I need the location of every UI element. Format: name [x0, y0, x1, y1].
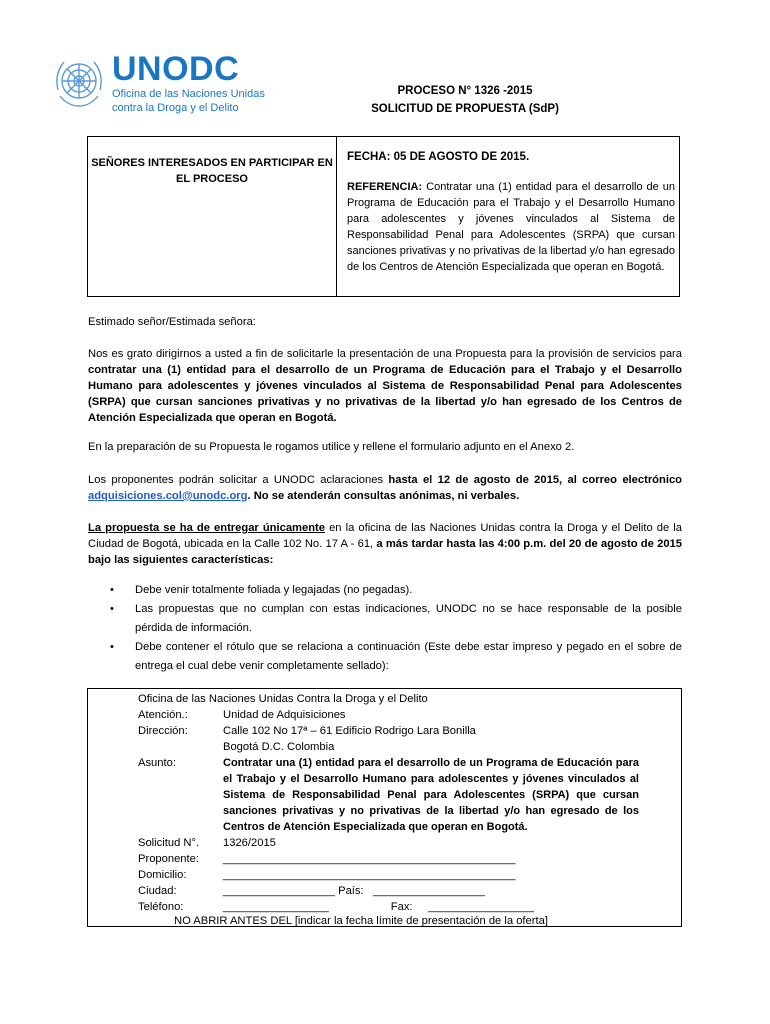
label-proponente: Proponente: _______________________________________________ — [138, 853, 516, 865]
reference-label: REFERENCIA: — [347, 181, 423, 193]
label-ciudad: Ciudad: __________________ País: __________________ — [138, 885, 485, 897]
label-solicitud: Solicitud N°. 1326/2015 — [138, 837, 276, 849]
greeting: Estimado señor/Estimada señora: — [88, 316, 256, 328]
list-item: • Debe contener el rótulo que se relaciona a continuación (Este debe estar impreso y pegado en el sobre de entrega el cual debe venir completamente sellado): — [110, 638, 682, 676]
bullet-icon: • — [110, 584, 114, 596]
delivery-location: en la oficina de las Naciones Unidas contra la Droga y el Delito de la Ciudad de Bogotá, ubicada en la Calle 102 No. 17 A - 61, — [88, 522, 682, 550]
table-divider — [336, 137, 337, 296]
document-title: SOLICITUD DE PROPUESTA (SdP) — [371, 103, 559, 115]
list-item: • Las propuestas que no cumplan con estas indicaciones, UNODC no se hace responsable de la posible pérdida de información. — [110, 600, 682, 638]
process-number: PROCESO N° 1326 -2015 — [397, 85, 533, 97]
email-link[interactable]: adquisiciones.col@unodc.org — [88, 490, 248, 502]
list-item: • Debe venir totalmente foliada y legajadas (no pegadas). — [110, 581, 682, 600]
intro-bold-text: contratar una (1) entidad para el desarrollo de un Programa de Educación para el Trabajo y el Desarrollo Humano para adolescentes y jóvenes vinculados al Sistema de Responsabilidad Penal para Adolescentes (SRPA) que cursan sanciones privativas y no privativas de la libertad y/o han egresado de los Centros de Atención Especializada que operan en Bogotá. — [88, 364, 682, 424]
reference-body: Contratar una (1) entidad para el desarrollo de un Programa de Educación para el Trabajo y el Desarrollo Humano para adolescentes y jóvenes vinculados al Sistema de Responsabilidad Penal para Adolescentes (SRPA) que cursan sanciones privativas y no privativas de la libertad y/o han egresado de los Centros de Atención Especializada que operan en Bogotá. — [347, 181, 675, 273]
label-footer: NO ABRIR ANTES DEL [indicar la fecha límite de presentación de la oferta] — [174, 915, 548, 927]
label-domicilio: Domicilio: _______________________________________________ — [138, 869, 516, 881]
brand-name: UNODC — [112, 50, 240, 88]
bullet-icon: • — [110, 603, 114, 615]
date-reference-cell — [347, 151, 675, 275]
un-emblem-icon — [50, 52, 108, 110]
header-table — [87, 136, 680, 297]
reference-text — [347, 179, 675, 275]
intro-text: Nos es grato dirigirnos a usted a fin de solicitarle la presentación de una Propuesta para la provisión de servicios para — [88, 348, 682, 360]
delivery-deadline: a más tardar hasta las 4:00 p.m. del 20 de agosto de 2015 bajo las siguientes características: — [88, 538, 682, 566]
label-asunto: Asunto: — [138, 757, 176, 769]
requirements-list — [110, 581, 682, 676]
label-asunto-value: Contratar una (1) entidad para el desarrollo de un Programa de Educación para el Trabajo y el Desarrollo Humano para adolescentes y jóvenes vinculados al Sistema de Responsabilidad Penal para Adolescentes (SRPA) que cursan sanciones privativas y no privativas de la libertad y/o han egresado de los Centros de Atención Especializada que operan en Bogotá. — [223, 757, 639, 833]
clarifications-note: . No se atenderán consultas anónimas, ni verbales. — [247, 490, 520, 502]
date-text: FECHA: 05 DE AGOSTO DE 2015. — [347, 151, 530, 163]
label-org: Oficina de las Naciones Unidas Contra la Droga y el Delito — [138, 693, 428, 705]
addressee-line2: EL PROCESO — [176, 173, 248, 185]
unodc-logo — [50, 50, 270, 112]
annex-paragraph: En la preparación de su Propuesta le rogamos utilice y rellene el formulario adjunto en el Anexo 2. — [88, 441, 575, 453]
intro-paragraph — [88, 346, 682, 426]
delivery-paragraph — [88, 520, 682, 568]
envelope-label-box — [87, 688, 682, 927]
clarifications-deadline: hasta el 12 de agosto de 2015, al correo electrónico — [388, 474, 682, 486]
fax-field[interactable]: _________________ — [428, 901, 534, 913]
label-telefono: Teléfono: _________________ Fax: _________________ — [138, 901, 534, 913]
bullet-icon: • — [110, 641, 114, 653]
delivery-emphasis: La propuesta se ha de entregar únicamente — [88, 522, 326, 534]
addressee — [88, 155, 336, 187]
label-direccion: Dirección: Calle 102 No 17ª – 61 Edificio Rodrigo Lara Bonilla — [138, 725, 476, 737]
proponente-field[interactable]: _______________________________________________ — [223, 853, 516, 865]
ciudad-field[interactable]: __________________ — [223, 885, 335, 897]
label-direccion-line2: Bogotá D.C. Colombia — [223, 741, 335, 753]
brand-subtitle-line2: contra la Droga y el Delito — [112, 102, 239, 114]
clarifications-paragraph — [88, 472, 682, 504]
clarifications-text: Los proponentes podrán solicitar a UNODC aclaraciones — [88, 474, 389, 486]
telefono-field[interactable]: _________________ — [223, 901, 329, 913]
label-atencion: Atención.: Unidad de Adquisiciones — [138, 709, 346, 721]
domicilio-field[interactable]: _______________________________________________ — [223, 869, 516, 881]
brand-subtitle-line1: Oficina de las Naciones Unidas — [112, 88, 265, 100]
pais-field[interactable]: __________________ — [372, 885, 485, 897]
addressee-line1: SEÑORES INTERESADOS EN PARTICIPAR EN — [91, 157, 333, 169]
